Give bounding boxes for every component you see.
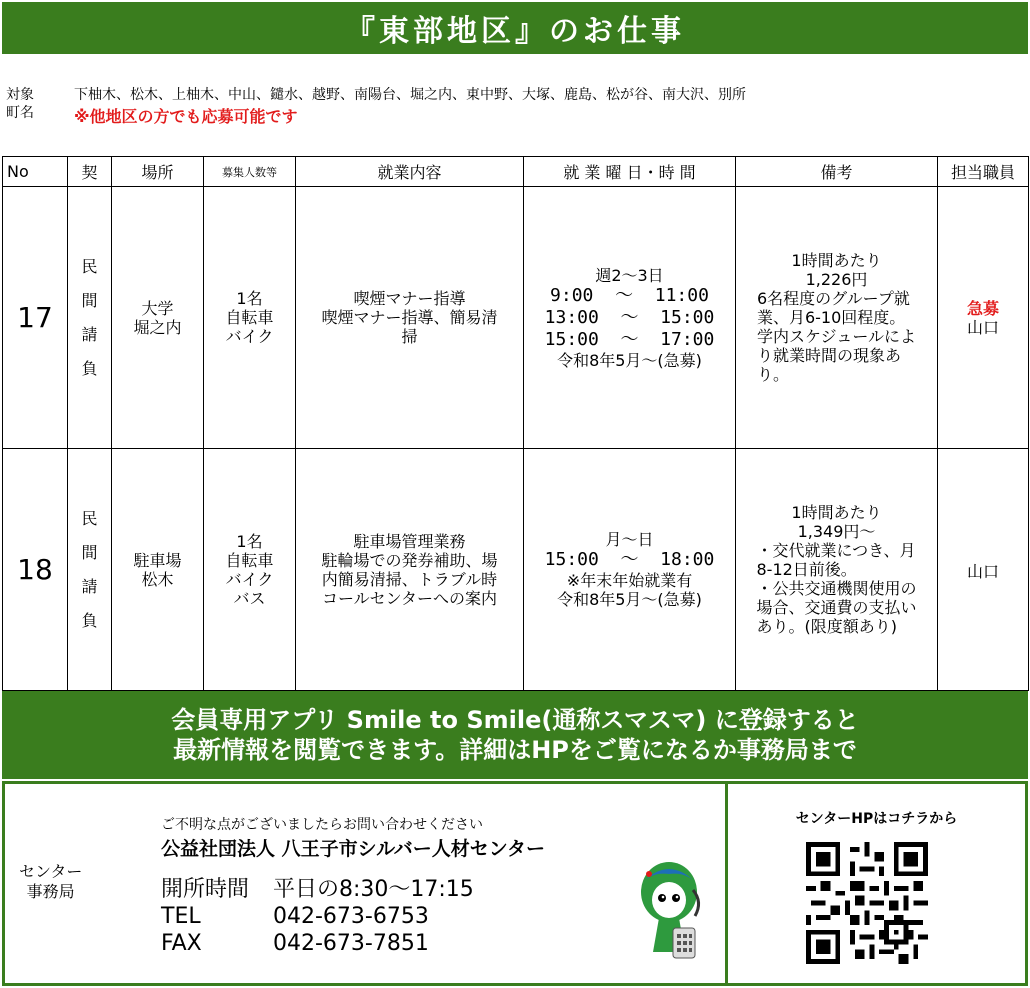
place-cell: 大学 堀之内 <box>112 187 204 449</box>
job-number: 17 <box>3 187 68 449</box>
staff-cell: 急募 山口 <box>938 187 1029 449</box>
work-cell: 駐車場管理業務 駐輪場での発券補助、場 内簡易清掃、トラブル時 コールセンターへの案内 <box>296 449 524 691</box>
header-work: 就業内容 <box>296 157 524 187</box>
work-cell: 喫煙マナー指導 喫煙マナー指導、簡易清 掃 <box>296 187 524 449</box>
office-label: センター 事務局 <box>19 862 83 901</box>
qr-section <box>728 781 1028 986</box>
table-header-row <box>3 157 1029 187</box>
qr-caption: センターHPはコチラから <box>795 811 958 827</box>
mascot-icon <box>629 856 709 966</box>
office-info <box>2 781 728 986</box>
count-cell: 1名 自転車 バイク バス <box>204 449 296 691</box>
header-kei: 契 <box>68 157 112 187</box>
header-place: 場所 <box>112 157 204 187</box>
remarks-cell: 1時間あたり 1,226円 6名程度のグループ就 業、月6-10回程度。 学内スケジュールによ り就業時間の現象あ り。 <box>736 187 938 449</box>
contract-type: 民 間 請 負 <box>68 187 112 449</box>
header-remarks: 備考 <box>736 157 938 187</box>
schedule-cell: 週2～3日 9:00 ～ 11:00 13:00 ～ 15:00 15:00 ～ 17:00 令和8年5月～(急募) <box>524 187 736 449</box>
staff-cell: 山口 <box>938 449 1029 691</box>
target-note: ※他地区の方でも応募可能です <box>74 107 298 126</box>
job-number: 18 <box>3 449 68 691</box>
header-schedule: 就 業 曜 日・時 間 <box>524 157 736 187</box>
footer <box>2 781 1028 986</box>
jobs-table <box>2 156 1029 691</box>
inquiry-notice: ご不明な点がございましたらお問い合わせください <box>161 817 483 833</box>
table-row <box>3 187 1029 449</box>
contact-info: 開所時間 平日の8:30～17:15 TEL 042-673-6753 FAX 042-673-7851 <box>161 877 474 956</box>
app-promo-banner: 会員専用アプリ Smile to Smile(通称スマスマ) に登録すると 最新情報を閲覧できます。詳細はHPをご覧になるか事務局まで <box>2 691 1028 779</box>
header-no: No <box>3 157 68 187</box>
fax-number: 042-673-7851 <box>273 931 429 956</box>
qr-code-icon[interactable] <box>806 842 928 964</box>
urgent-badge: 急募 <box>966 298 999 318</box>
schedule-cell: 月～日 15:00 ～ 18:00 ※年末年始就業有 令和8年5月～(急募) <box>524 449 736 691</box>
count-cell: 1名 自転車 バイク <box>204 187 296 449</box>
contract-type: 民 間 請 負 <box>68 449 112 691</box>
page-title: 『東部地区』のお仕事 <box>2 2 1028 54</box>
table-row <box>3 449 1029 691</box>
header-count: 募集人数等 <box>204 157 296 187</box>
target-area-section <box>0 56 1030 156</box>
remarks-cell: 1時間あたり 1,349円～ ・交代就業につき、月 8-12日前後。 ・公共交通機関使用の 場合、交通費の支払い あり。(限度額あり) <box>736 449 938 691</box>
header-staff: 担当職員 <box>938 157 1029 187</box>
place-cell: 駐車場 松木 <box>112 449 204 691</box>
tel-number: 042-673-6753 <box>273 904 429 929</box>
target-label: 対象 町名 <box>6 87 34 121</box>
target-areas: 下柚木、松木、上柚木、中山、鑓水、越野、南陽台、堀之内、東中野、大塚、鹿島、松が谷、南大沢、別所 <box>74 87 746 103</box>
org-name: 公益社団法人 八王子市シルバー人材センター <box>161 838 546 860</box>
